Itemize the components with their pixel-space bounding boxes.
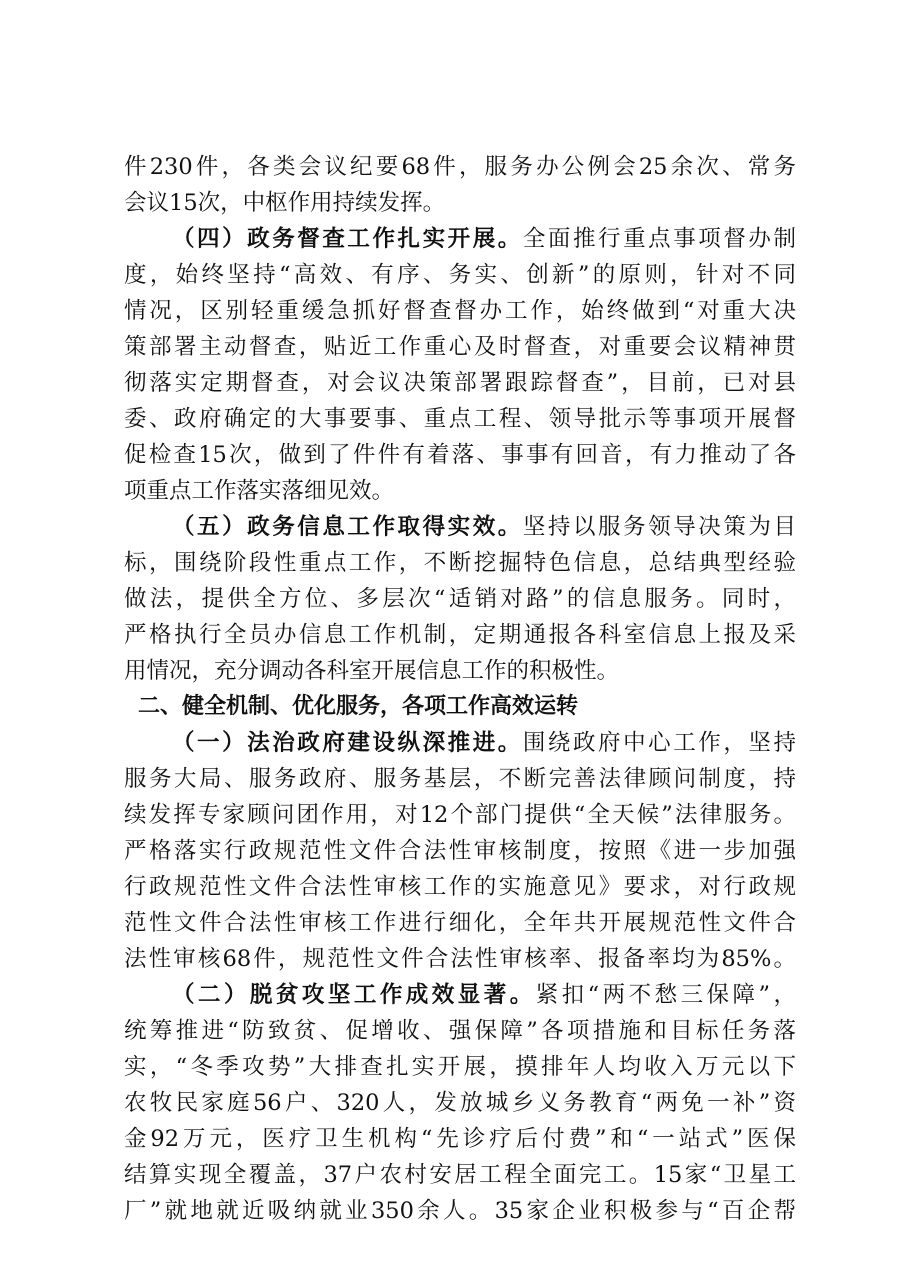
text-line: 实，“冬季攻势”大排查扎实开展，摸排年人均收入万元以下 <box>124 1054 796 1080</box>
text-line: 促检查15次，做到了件件有着落、事事有回音，有力推动了各 <box>124 442 796 468</box>
paragraph-text: 坚持以服务领导决策为目 <box>522 514 796 540</box>
text-line: 用情况，充分调动各科室开展信息工作的积极性。 <box>124 658 620 684</box>
paragraph-start-line <box>124 725 796 761</box>
text-line: 严格落实行政规范性文件合法性审核制度，按照《进一步加强 <box>124 838 796 864</box>
text-line: 续发挥专家顾问团作用，对12个部门提供“全天候”法律服务。 <box>124 802 796 828</box>
text-line: 农牧民家庭56户、320人，发放城乡义务教育“两免一补”资 <box>124 1090 796 1116</box>
paragraph-lead: （四）政务督查工作扎实开展。 <box>172 226 523 252</box>
text-line: 项重点工作落实落细见效。 <box>124 478 395 504</box>
section-heading: 二、健全机制、优化服务，各项工作高效运转 <box>138 694 579 719</box>
text-line: 行政规范性文件合法性审核工作的实施意见》要求，对行政规 <box>124 874 796 900</box>
text-line: 服务大局、服务政府、服务基层，不断完善法律顾问制度，持 <box>124 766 796 792</box>
paragraph-text: 围绕政府中心工作，坚持 <box>522 730 796 756</box>
text-line: 法性审核68件，规范性文件合法性审核率、报备率均为85%。 <box>124 946 796 972</box>
text-line: 会议15次，中枢作用持续发挥。 <box>124 190 446 216</box>
paragraph-text: 紧扣“两不愁三保障”， <box>535 982 796 1008</box>
paragraph-start-line <box>124 221 796 257</box>
text-line: 做法，提供全方位、多层次“适销对路”的信息服务。同时， <box>124 586 796 612</box>
text-line: 结算实现全覆盖，37户农村安居工程全面完工。15家“卫星工 <box>124 1162 796 1188</box>
paragraph-lead: （二）脱贫攻坚工作成效显著。 <box>172 982 536 1008</box>
text-line: 金92万元，医疗卫生机构“先诊疗后付费”和“一站式”医保 <box>124 1126 796 1152</box>
text-line: 度，始终坚持“高效、有序、务实、创新”的原则，针对不同 <box>124 262 796 288</box>
text-line: 件230件，各类会议纪要68件，服务办公例会25余次、常务 <box>124 154 796 180</box>
text-line: 策部署主动督查，贴近工作重心及时督查，对重要会议精神贯 <box>124 334 796 360</box>
paragraph-text: 全面推行重点事项督办制 <box>522 226 796 252</box>
document-body <box>124 149 796 1229</box>
paragraph-lead: （五）政务信息工作取得实效。 <box>172 514 523 540</box>
text-line: 范性文件合法性审核工作进行细化，全年共开展规范性文件合 <box>124 910 796 936</box>
paragraph-lead: （一）法治政府建设纵深推进。 <box>172 730 523 756</box>
text-line: 情况，区别轻重缓急抓好督查督办工作，始终做到“对重大决 <box>124 298 796 324</box>
text-line: 统筹推进“防致贫、促增收、强保障”各项措施和目标任务落 <box>124 1018 796 1044</box>
text-line: 彻落实定期督查，对会议决策部署跟踪督查”，目前，已对县 <box>124 370 796 396</box>
text-line: 厂”就地就近吸纳就业350余人。35家企业积极参与“百企帮 <box>124 1198 796 1224</box>
text-line: 委、政府确定的大事要事、重点工程、领导批示等事项开展督 <box>124 406 796 432</box>
paragraph-start-line <box>124 509 796 545</box>
text-line: 严格执行全员办信息工作机制，定期通报各科室信息上报及采 <box>124 622 796 648</box>
paragraph-start-line <box>124 977 796 1013</box>
text-line: 标，围绕阶段性重点工作，不断挖掘特色信息，总结典型经验 <box>124 550 796 576</box>
